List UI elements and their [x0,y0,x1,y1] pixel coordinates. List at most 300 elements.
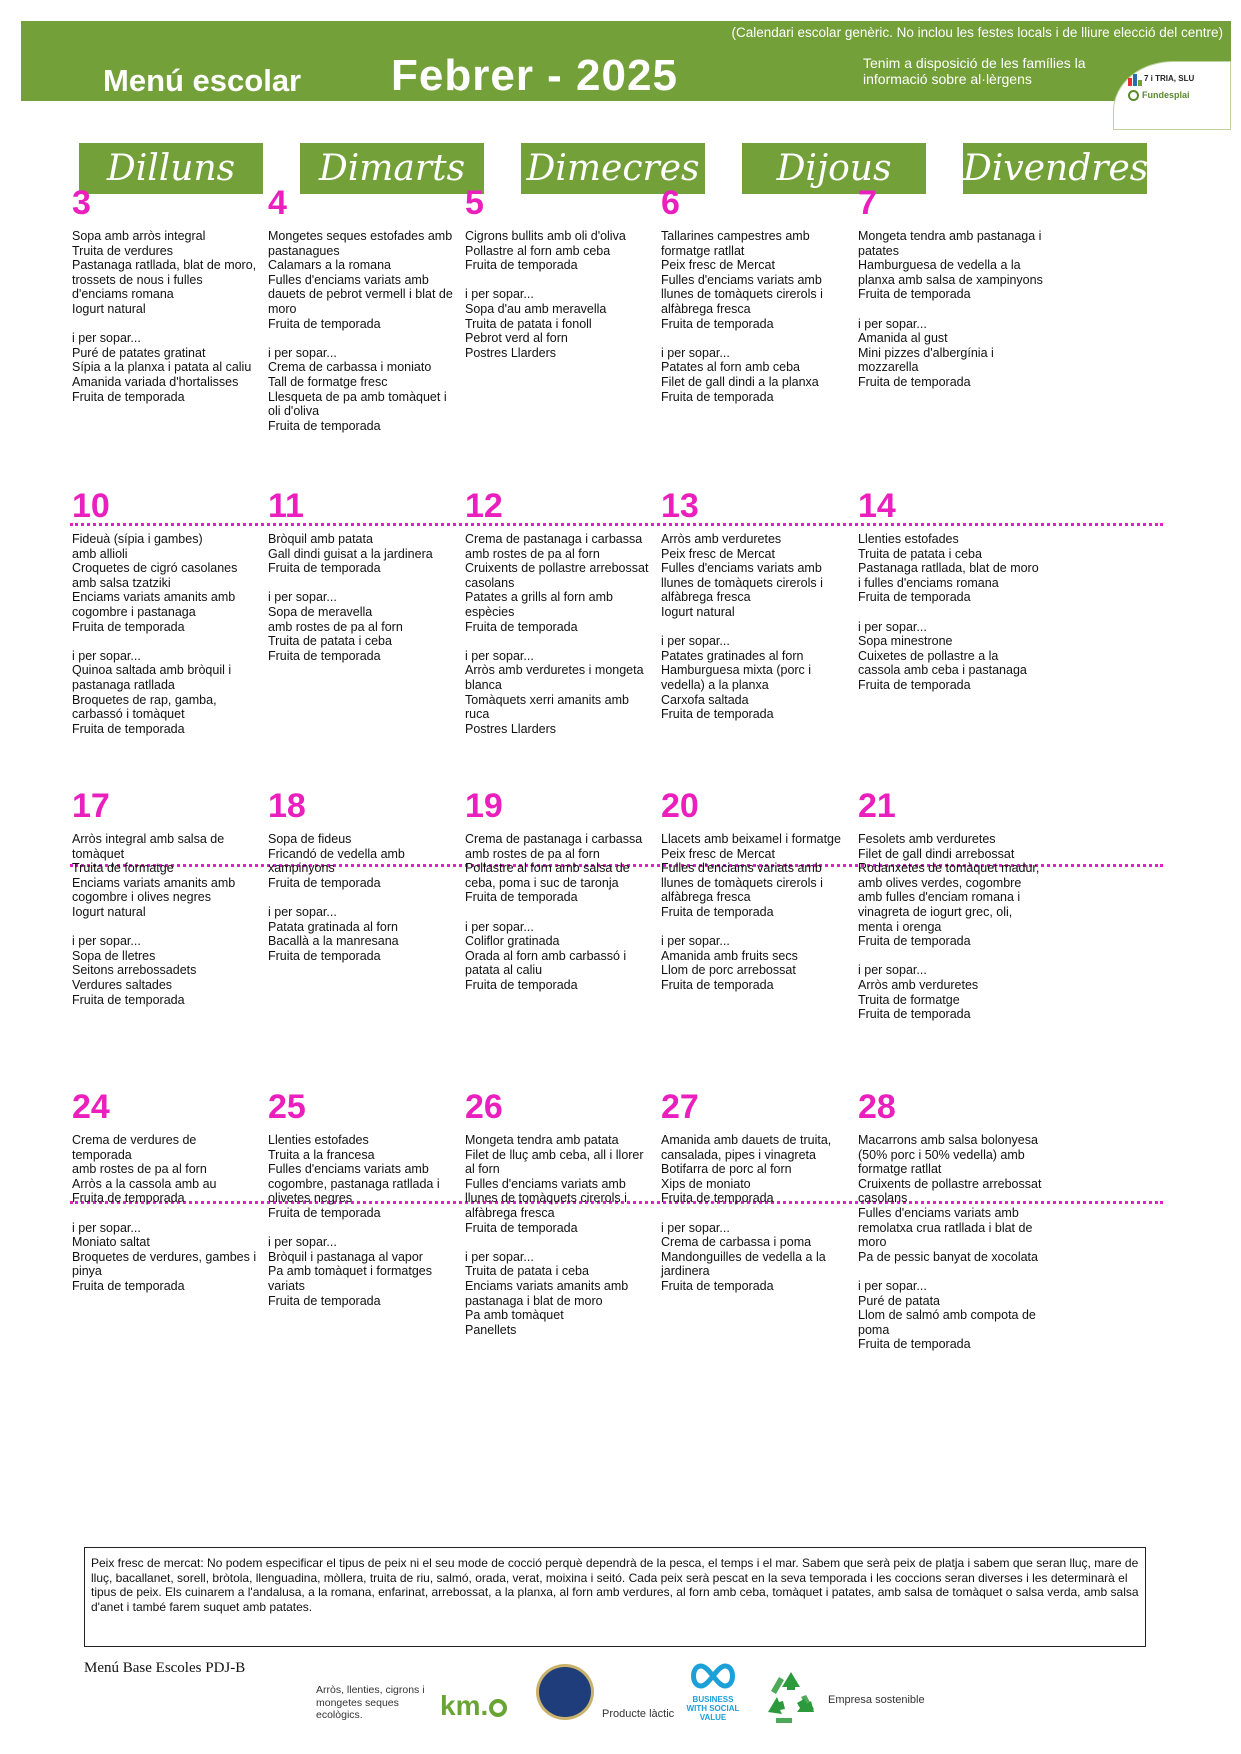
day-number: 10 [72,487,110,525]
menu-line: Enciams variats amanits amb [72,875,236,890]
menu-line: (50% porc i 50% vedella) amb [858,1147,1025,1162]
menu-line: Pastanaga ratllada, blat de moro, [72,258,257,273]
allergen-info: Tenim a disposició de les famílies la informació sobre al·lèrgens [863,55,1086,87]
menu-line: jardinera [661,1264,710,1279]
menu-line [268,890,463,905]
menu-line: formatge ratllat [661,243,745,258]
menu-line: amb allioli [72,546,128,561]
day-number: 27 [661,1088,699,1126]
menu-line: Sopa de fideus [268,832,352,846]
menu-line: Fruita de temporada [661,389,774,404]
menu-line: casolans [465,575,515,590]
menu-line: Fruita de temporada [858,590,971,605]
menu-line: Filet de gall dindi a la planxa [661,374,819,389]
menu-line: Arròs amb verduretes [858,977,979,992]
menu-line: Iogurt natural [72,301,146,316]
menu-line: Fruita de temporada [72,992,185,1007]
menu-line: olivetes negres [268,1191,353,1206]
menu-line: Puré de patata [858,1293,941,1308]
menu-line: Crema de carbassa i poma [661,1235,812,1250]
company-logo [1113,61,1231,130]
menu-line: Fruita de temporada [268,875,381,890]
menu-line: Croquetes de cigró casolanes [72,561,238,576]
menu-items [858,229,1053,390]
business-social-value-logo [683,1662,743,1722]
menu-line: amb rostes de pa al forn [465,546,600,561]
menu-line: llunes de tomàquets cirerols i [661,875,823,890]
menu-line: Fulles d'enciams variats amb [268,272,429,287]
menu-line: Fulles d'enciams variats amb [661,561,822,576]
day-cell [661,183,856,404]
menu-line: Macarrons amb salsa bolonyesa [858,1133,1038,1147]
menu-line: trossets de nous i fulles [72,272,203,287]
menu-line: ruca [465,707,490,722]
menu-line [72,1206,267,1221]
menu-line: Mini pizzes d'albergínia i [858,345,994,360]
dinner-heading: i per sopar... [858,1278,927,1293]
menu-line: Pa de pessic banyat de xocolata [858,1249,1038,1264]
menu-line: Cuixetes de pollastre a la [858,648,999,663]
menu-line: Patates al forn amb ceba [661,360,800,375]
menu-line [268,576,463,591]
menu-items [268,229,463,433]
menu-line: xampinyons [268,861,335,876]
header-banner [21,21,1231,101]
menu-line: Pebrot verd al forn [465,331,568,346]
menu-line: patates [858,243,900,258]
day-number: 17 [72,787,110,825]
menu-line: mozzarella [858,360,919,375]
menu-line: Pa amb tomàquet [465,1308,564,1323]
month-title: Febrer - 2025 [391,51,678,100]
menu-line: Crema de verdures de [72,1133,197,1147]
dinner-heading: i per sopar... [268,1235,337,1250]
day-cell [72,183,267,404]
weekday-header-thursday: Dijous [742,143,926,194]
menu-line: Fruita de temporada [661,707,774,722]
day-number: 24 [72,1088,110,1126]
dinner-heading: i per sopar... [268,590,337,605]
menu-line: Pollastre al forn amb salsa de [465,861,630,876]
day-cell [661,486,856,722]
menu-line: Truita a la francesa [268,1147,375,1162]
dinner-heading: i per sopar... [268,345,337,360]
menu-line: Pollastre al forn amb ceba [465,243,611,258]
dairy-product-label: Producte làctic [602,1708,675,1720]
menu-line: Fruita de temporada [72,389,185,404]
menu-line: Fruita de temporada [465,1220,578,1235]
dinner-heading: i per sopar... [858,963,927,978]
dinner-heading: i per sopar... [465,919,534,934]
menu-line: Fulles d'enciams variats amb [858,1205,1019,1220]
menu-line: Llenties estofades [268,1133,369,1147]
menu-items [661,1133,856,1294]
day-cell [72,786,267,1007]
menu-line: Amanida amb dauets de truita, [661,1133,832,1147]
menu-line: Calamars a la romana [268,258,391,273]
menu-line: Truita de formatge [858,992,960,1007]
menu-line: Fulles d'enciams variats amb [465,1176,626,1191]
day-number: 18 [268,787,306,825]
menu-line: Filet de gall dindi arrebossat [858,846,1015,861]
bsv-label: BUSINESS WITH SOCIAL VALUE [686,1695,740,1722]
dinner-heading: i per sopar... [268,904,337,919]
menu-line: Iogurt natural [661,604,735,619]
dairy-producer-badge-icon [536,1664,594,1720]
menu-line: Sípia a la planxa i patata al caliu [72,360,252,375]
menu-line: blanca [465,677,502,692]
menu-line: Llenties estofades [858,532,959,546]
menu-items [465,832,660,993]
menu-line: cogombre, pastanaga ratllada i [268,1176,440,1191]
day-cell [268,486,463,663]
dinner-heading: i per sopar... [72,934,141,949]
day-number: 21 [858,787,896,825]
menu-line: moro [858,1235,887,1250]
menu-line: Enciams variats amanits amb [72,590,236,605]
menu-line: alfàbrega fresca [661,590,751,605]
menu-line: Llacets amb beixamel i formatge [661,832,841,846]
dinner-heading: i per sopar... [661,1220,730,1235]
day-number: 7 [858,184,877,222]
day-number: 5 [465,184,484,222]
menu-line: Tallarines campestres amb [661,229,810,243]
menu-line: patata al caliu [465,963,543,978]
menu-line: Llom de salmó amb compota de [858,1308,1036,1323]
menu-line [661,1206,856,1221]
menu-line: Peix fresc de Mercat [661,846,775,861]
menu-line: pastanaga i blat de moro [465,1293,603,1308]
menu-line: Sopa de lletres [72,948,156,963]
menu-line: Amanida al gust [858,331,948,346]
menu-line: moro [268,301,297,316]
menu-items [661,832,856,993]
menu-line: llunes de tomàquets cirerols i [661,287,823,302]
fundesplai-icon [1128,90,1139,101]
menu-items [72,229,267,404]
menu-items [72,532,267,736]
menu-line: Cigrons bullits amb oli d'oliva [465,229,626,243]
menu-line: casolans [858,1191,908,1206]
menu-line: Broquetes de rap, gamba, [72,692,217,707]
menu-line: Carxofa saltada [661,692,749,707]
menu-line: Truita de patata i fonoll [465,316,592,331]
menu-line: Patates gratinades al forn [661,648,804,663]
day-cell [858,786,1053,1022]
menu-line: remolatxa crua ratllada i blat de [858,1220,1033,1235]
day-cell [72,486,267,736]
menu-line: Pa amb tomàquet i formatges [268,1264,432,1279]
menu-line: Peix fresc de Mercat [661,258,775,273]
menu-line: carbassó i tomàquet [72,707,185,722]
menu-items [661,532,856,722]
menu-line: Cruixents de pollastre arrebossat [858,1176,1042,1191]
dinner-heading: i per sopar... [72,331,141,346]
menu-line: Sopa de meravella [268,604,373,619]
menu-line: Fricandó de vedella amb [268,846,405,861]
menu-line: Postres Llarders [465,721,557,736]
menu-items [268,832,463,963]
page-title: Menú escolar [103,63,302,98]
menu-line: Fruita de temporada [465,258,578,273]
km0-zero-icon [489,1699,507,1717]
menu-line: temporada [72,1147,132,1162]
menu-items [465,229,660,360]
menu-line: cogombre i olives negres [72,890,211,905]
menu-line [72,920,267,935]
menu-line: cansalada, pipes i vinagreta [661,1147,816,1162]
menu-line: Crema de carbassa i moniato [268,360,432,375]
menu-line [465,905,660,920]
menu-line: Arròs amb verduretes [661,532,782,546]
menu-line: espècies [465,604,515,619]
menu-line: Fulles d'enciams variats amb [661,272,822,287]
menu-line: amb fulles d'enciam romana i [858,890,1021,905]
day-cell [465,486,660,736]
menu-line: Arròs amb verduretes i mongeta [465,663,644,678]
weekday-header-wednesday: Dimecres [521,143,705,194]
menu-line: Fruita de temporada [858,677,971,692]
day-cell [268,786,463,963]
menu-line: Fruita de temporada [268,418,381,433]
day-number: 14 [858,487,896,525]
menu-line [72,634,267,649]
menu-line: Moniato saltat [72,1235,150,1250]
menu-line: Seitons arrebossadets [72,963,197,978]
day-cell [465,786,660,993]
menu-line: Fruita de temporada [268,316,381,331]
dinner-heading: i per sopar... [465,287,534,302]
day-number: 4 [268,184,287,222]
menu-line: Sopa d'au amb meravella [465,301,607,316]
dinner-heading: i per sopar... [661,934,730,949]
menu-line: Amanida amb fruits secs [661,948,798,963]
menu-line: Llom de porc arrebossat [661,963,796,978]
menu-line [465,1235,660,1250]
menu-line: amb rostes de pa al forn [268,619,403,634]
recycle-icon [762,1668,820,1726]
menu-line: Bròquil i pastanaga al vapor [268,1249,423,1264]
menu-line: Filet de lluç amb ceba, all i llorer [465,1147,644,1162]
km0-text: km. [440,1690,489,1721]
menu-line: i fulles d'enciams romana [858,575,999,590]
menu-line: Fruita de temporada [72,1278,185,1293]
menu-line: alfàbrega fresca [661,890,751,905]
day-number: 3 [72,184,91,222]
menu-line: Enciams variats amanits amb [465,1278,629,1293]
menu-line: Truita de patata i ceba [268,634,392,649]
dinner-heading: i per sopar... [465,1249,534,1264]
menu-line: Fesolets amb verduretes [858,832,996,846]
day-cell [268,1087,463,1308]
menu-line [858,302,1053,317]
menu-line: Puré de patates gratinat [72,345,206,360]
menu-line: Fruita de temporada [465,890,578,905]
menu-line: Mandonguilles de vedella a la [661,1249,826,1264]
menu-line: Crema de pastanaga i carbassa [465,532,643,546]
menu-line: Crema de pastanaga i carbassa [465,832,643,846]
calendar-note: (Calendari escolar genèric. No inclou les festes locals i de lliure elecció del centre) [731,25,1223,40]
menu-line: Fruita de temporada [268,648,381,663]
menu-line: Fruita de temporada [858,1337,971,1352]
menu-line: Bròquil amb patata [268,532,373,546]
day-number: 13 [661,487,699,525]
menu-line: poma [858,1322,890,1337]
menu-line: Patata gratinada al forn [268,919,398,934]
menu-line: Fruita de temporada [268,1205,381,1220]
day-cell [858,183,1053,390]
menu-line: cassola amb ceba i pastanaga [858,663,1027,678]
menu-line: Fruita de temporada [268,1293,381,1308]
fish-footnote: Peix fresc de mercat: No podem especificar el tipus de peix ni el seu mode de cocció perquè dependrà de la pesca, el temps i el mar. Sabem que serà peix de platja i sabem que seran lluç, mare de lluç, bacallanet, sorell, bròtola, llenguadina, mòllera, truita de riu, salmó, orada, verat, moixina i seitó. Cada peix serà pescat en la seva temporada i les coccions seran diverses i les determinarà el tipus de peix. Els cuinarem a l'andalusa, a la romana, enfarinat, arrebossat, a la planxa, al forn amb verdures, al forn amb ceba, tomàquet i patates, amb salsa de tomàquet o salsa verda, amb salsa d'anet i també farem suquet amb patates. [84,1547,1146,1647]
menu-line: Cruixents de pollastre arrebossat [465,561,649,576]
menu-line: dauets de pebrot vermell i blat de [268,287,453,302]
dinner-heading: i per sopar... [858,316,927,331]
day-cell [858,486,1053,693]
menu-items [465,532,660,736]
menu-line: Amanida variada d'hortalisses [72,374,239,389]
day-cell [465,183,660,360]
menu-items [661,229,856,404]
menu-line [72,317,267,332]
day-cell [661,786,856,993]
menu-line: Fruita de temporada [858,287,971,302]
menu-line: Peix fresc de Mercat [661,546,775,561]
menu-line [661,920,856,935]
menu-line: Truita de patata i ceba [465,1264,589,1279]
menu-line: vinagreta de iogurt grec, oli, [858,904,1013,919]
menu-line: Fruita de temporada [661,977,774,992]
menu-line: amb salsa tzatziki [72,575,171,590]
menu-line: cogombre i pastanaga [72,604,196,619]
menu-items [858,832,1053,1022]
day-number: 19 [465,787,503,825]
menu-line: Pastanaga ratllada, blat de moro [858,561,1039,576]
menu-line [858,1264,1053,1279]
menu-line: llunes de tomàquets cirerols i [465,1191,627,1206]
day-number: 25 [268,1088,306,1126]
menu-line: Truita de patata i ceba [858,546,982,561]
day-number: 11 [268,487,304,525]
menu-line: Hamburguesa de vedella a la [858,258,1021,273]
menu-line: Fruita de temporada [858,374,971,389]
menu-line [661,331,856,346]
menu-line: formatge ratllat [858,1162,942,1177]
dinner-heading: i per sopar... [661,634,730,649]
menu-line: vedella) a la planxa [661,677,769,692]
weekday-header-friday: Divendres [963,143,1147,194]
menu-items [72,1133,267,1294]
logo-text-bottom: Fundesplai [1142,90,1190,100]
menu-line: al forn [465,1162,500,1177]
menu-line [465,634,660,649]
menu-line [661,620,856,635]
menu-line: Arròs a la cassola amb au [72,1176,217,1191]
menu-base-label: Menú Base Escoles PDJ-B [84,1660,246,1676]
menu-line: Rodanxetes de tomàquet madur, [858,861,1040,876]
menu-line: pastanagues [268,243,340,258]
menu-line: Fulles d'enciams variats amb [268,1162,429,1177]
day-number: 12 [465,487,503,525]
menu-line [268,331,463,346]
day-number: 6 [661,184,680,222]
menu-line: Fruita de temporada [858,934,971,949]
weekday-header-tuesday: Dimarts [300,143,484,194]
menu-line: amb rostes de pa al forn [465,846,600,861]
km0-logo [440,1690,507,1722]
day-cell [661,1087,856,1294]
dinner-heading: i per sopar... [661,345,730,360]
menu-line: Fulles d'enciams variats amb [661,861,822,876]
menu-line: tomàquet [72,846,125,861]
day-number: 26 [465,1088,503,1126]
day-number: 28 [858,1088,896,1126]
menu-items [72,832,267,1007]
menu-line [858,605,1053,620]
menu-line: amb olives verdes, cogombre [858,875,1022,890]
menu-line: Fruita de temporada [661,904,774,919]
weekday-header-monday: Dilluns [79,143,263,194]
menu-line: Gall dindi guisat a la jardinera [268,546,433,561]
dinner-heading: i per sopar... [72,1220,141,1235]
day-number: 20 [661,787,699,825]
menu-line: llunes de tomàquets cirerols i [661,575,823,590]
menu-line: Orada al forn amb carbassó i [465,948,627,963]
dinner-heading: i per sopar... [72,648,141,663]
bars-icon [1128,74,1142,86]
menu-line [268,1221,463,1236]
menu-line: variats [268,1278,305,1293]
menu-line: pastanaga ratllada [72,677,175,692]
menu-line: oli d'oliva [268,404,320,419]
menu-line: Sopa amb arròs integral [72,229,206,243]
menu-line: alfàbrega fresca [661,301,751,316]
menu-line: Truita de formatge [72,861,174,876]
menu-line: Fruita de temporada [465,619,578,634]
menu-line: amb rostes de pa al forn [72,1162,207,1177]
menu-line: Fruita de temporada [72,1191,185,1206]
menu-line: planxa amb salsa de xampinyons [858,272,1043,287]
menu-line: Fruita de temporada [661,316,774,331]
dinner-heading: i per sopar... [465,648,534,663]
menu-line: pinya [72,1264,102,1279]
day-cell [72,1087,267,1294]
menu-line: alfàbrega fresca [465,1205,555,1220]
menu-items [465,1133,660,1337]
logo-text-top: 7 i TRIA, SLU [1144,74,1195,83]
menu-line: menta i orenga [858,919,942,934]
menu-line: Fruita de temporada [661,1191,774,1206]
menu-line: Fruita de temporada [465,977,578,992]
menu-line [858,949,1053,964]
menu-line: Fruita de temporada [72,619,185,634]
dinner-heading: i per sopar... [858,619,927,634]
menu-line: Fruita de temporada [661,1278,774,1293]
menu-items [858,532,1053,693]
day-cell [268,183,463,433]
menu-line: Quinoa saltada amb bròquil i [72,663,232,678]
day-cell [465,1087,660,1337]
menu-line: Sopa minestrone [858,634,953,649]
menu-line: Truita de verdures [72,243,173,258]
menu-line: Bacallà a la manresana [268,934,399,949]
menu-line: Tomàquets xerri amanits amb [465,692,629,707]
menu-line: Coliflor gratinada [465,934,560,949]
menu-line: Mongeta tendra amb patata [465,1133,619,1147]
menu-line: Tall de formatge fresc [268,374,388,389]
menu-items [268,532,463,663]
menu-line: ceba, poma i suc de taronja [465,875,619,890]
